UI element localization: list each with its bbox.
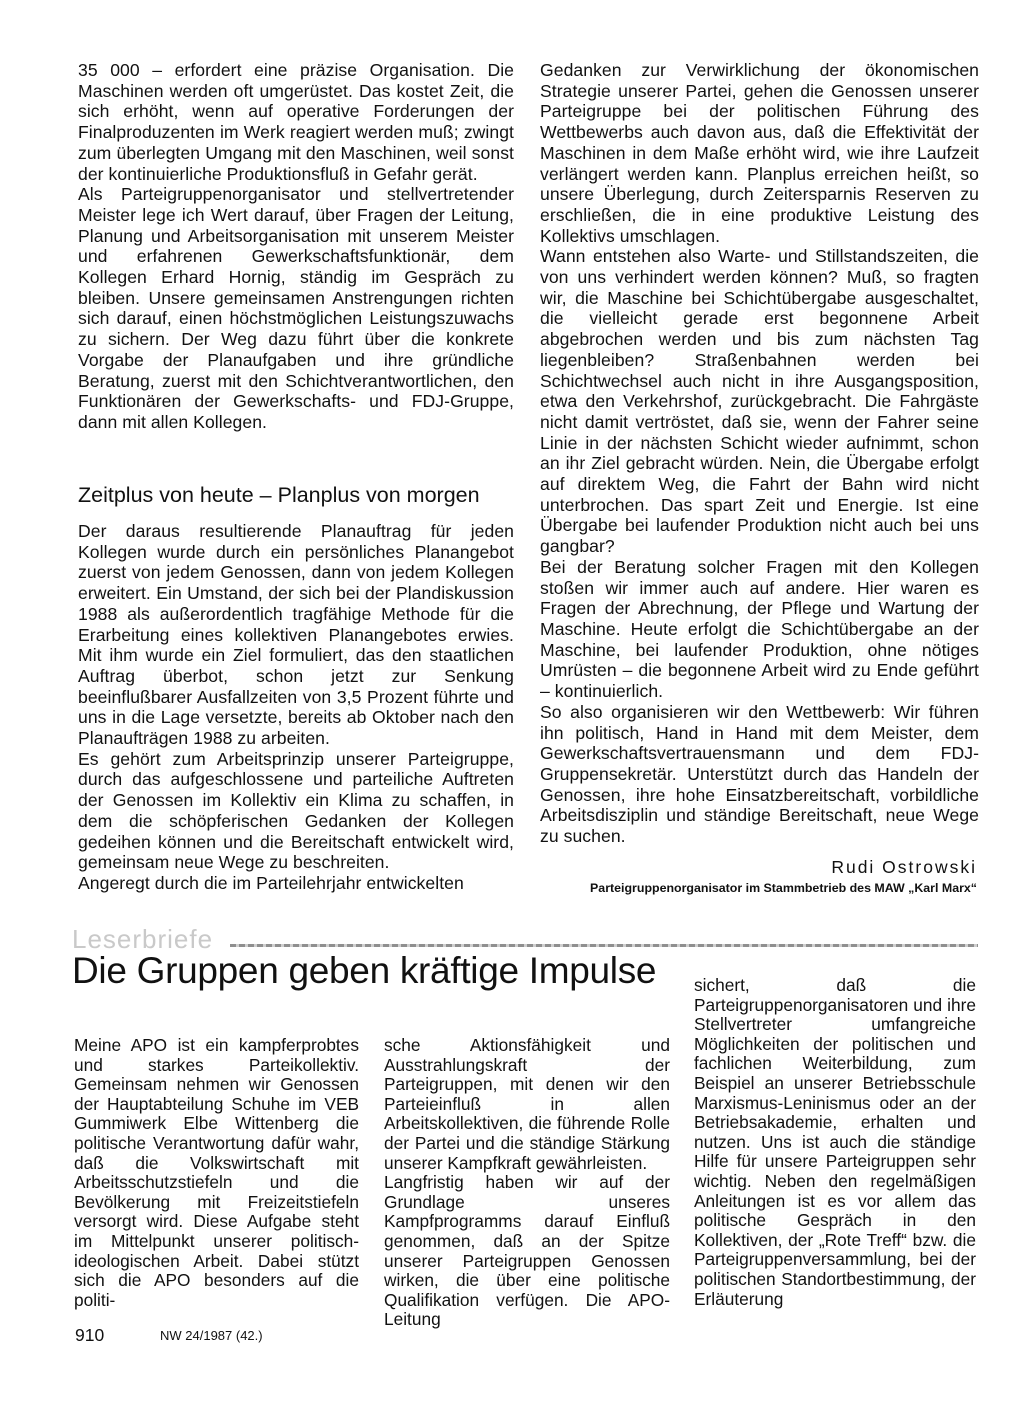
letters-column-1 <box>74 1036 359 1310</box>
letters-headline: Die Gruppen geben kräftige Impulse <box>72 950 657 991</box>
section-subheading: Zeitplus von heute – Planplus von morgen <box>78 483 480 507</box>
author-name: Rudi Ostrowski <box>831 857 977 877</box>
paragraph: Es gehört zum Arbeitsprinzip unserer Parteigruppe, durch das aufgeschlossene und parteiliche Auftreten der Genossen im Kollektiv ein Klima zu schaffen, in dem die schöpferischen Gedanken der Kollegen gedeihen können und die Bereitschaft entwickelt wird, gemeinsam neue Wege zu beschreiten. <box>78 748 514 873</box>
paragraph: Der daraus resultierende Planauftrag für jeden Kollegen wurde durch ein persönliches Planangebot zuerst von jedem Genossen, dann von jedem Kollegen erweitert. Ein Umstand, der sich bei der Plandiskussion 1988 als außerordentlich tragfähige Methode für die Erarbeitung eines kollektiven Planangebotes erwies. Mit ihm wurde ein Ziel formuliert, das den staatlichen Auftrag überbot, schon jetzt zur Senkung beeinflußbarer Ausfallzeiten von 3,5 Prozent führte und uns in die Lage versetzte, bereits ab Oktober nach den Planaufträgen 1988 zu arbeiten. <box>78 521 514 749</box>
paragraph: 35 000 – erfordert eine präzise Organisation. Die Maschinen werden oft umgerüstet. Das kostet Zeit, die sich erhöht, wenn auf operative Forderungen der Finalproduzenten im Werk reagiert werden muß; zwingt zum überlegten Umgang mit den Maschinen, weil sonst der kontinuierliche Produktionsfluß in Gefahr gerät. <box>78 60 514 184</box>
paragraph: Meine APO ist ein kampferprobtes und starkes Parteikollektiv. Gemeinsam nehmen wir Genossen der Hauptabteilung Schuhe im VEB Gummiwerk Elbe Wittenberg die politische Verantwortung dafür wahr, daß die Volkswirtschaft mit Arbeitsschutzstiefeln und die Bevölkerung mit Freizeitstiefeln versorgt wird. Diese Aufgabe steht im Mittelpunkt unserer politisch-ideologischen Arbeit. Dabei stützt sich die APO besonders auf die politi- <box>74 1035 359 1310</box>
rubric-divider <box>230 944 978 947</box>
paragraph: Gedanken zur Verwirklichung der ökonomischen Strategie unserer Partei, gehen die Genossen unserer Parteigruppe bei der politischen Führung des Wettbewerbs auch davon aus, daß die Effektivität der Maschinen in dem Maße erhöht wird, wie ihre Laufzeit verlängert werden kann. Planplus erreichen heißt, so unsere Überlegung, durch Zeitersparnis Reserven zu erschließen, die in eine produktive Leistung des Kollektivs umschlagen. <box>540 60 979 246</box>
paragraph: sche Aktionsfähigkeit und Ausstrahlungskraft der Parteigruppen, mit denen wir den Parteieinfluß in allen Arbeitskollektiven, die führende Rolle der Partei und die ständige Stärkung unserer Kampfkraft gewährleisten. <box>384 1035 670 1173</box>
letters-column-2 <box>384 1036 670 1330</box>
letters-column-3 <box>694 976 976 1309</box>
article-column-1 <box>78 60 514 433</box>
author-affiliation: Parteigruppenorganisator im Stammbetrieb des MAW „Karl Marx“ <box>590 881 977 895</box>
section-rubric: Leserbriefe <box>72 924 214 954</box>
paragraph: Bei der Beratung solcher Fragen mit den Kollegen stoßen wir immer auch auf andere. Hier waren es Fragen der Abrechnung, der Pflege und Wartung der Maschine. Heute erfolgt die Schichtübergabe an der Maschine, bei laufender Produktion, ohne nötiges Umrüsten – die begonnene Arbeit wird zu Ende geführt – kontinuierlich. <box>540 556 979 702</box>
page-number: 910 <box>75 1325 105 1345</box>
paragraph: Langfristig haben wir auf der Grundlage unseres Kampfprogramms darauf Einfluß genommen, daß an der Spitze unserer Parteigruppen Genossen wirken, die über eine politische Qualifikation verfügen. Die APO-Leitung <box>384 1172 670 1330</box>
paragraph: Als Parteigruppenorganisator und stellvertretender Meister lege ich Wert darauf, über Fragen der Leitung, Planung und Arbeitsorganisation mit unserem Meister und erfahrenen Gewerkschaftsfunktionär, dem Kollegen Erhard Hornig, ständig im Gespräch zu bleiben. Unsere gemeinsamen Anstrengungen richten sich darauf, einen höchstmöglichen Leistungszuwachs zu sichern. Der Weg dazu führt über die konkrete Vorgabe der Planaufgaben und ihre gründliche Beratung, zuerst mit den Schichtverantwortlichen, den Funktionären der Gewerkschafts- und FDJ-Gruppe, dann mit allen Kollegen. <box>78 184 514 432</box>
article-column-2 <box>540 60 979 847</box>
paragraph: Wann entstehen also Warte- und Stillstandszeiten, die von uns verhindert werden können? Muß, so fragten wir, die Maschine bei Schichtübergabe ausgeschaltet, die vielleicht gerade erst begonnene Arbeit abgebrochen werden und bis zum nächsten Tag liegenbleiben? Straßenbahnen werden bei Schichtwechsel auch nicht in ihre Ausgangsposition, etwa den Verkehrshof, zurückgebracht. Die Fahrgäste nicht damit vertröstet, daß sie, wenn der Fahrer seine Linie in der nächsten Schicht wieder aufnimmt, schon an ihr Ziel gebracht würden. Nein, die Übergabe erfolgt auf direktem Weg, die Fahrt der Bahn wird nicht unterbrochen. Das spart Zeit und Energie. Ist eine Übergabe bei laufender Produktion nicht auch bei uns gangbar? <box>540 246 979 557</box>
paragraph: sichert, daß die Parteigruppenorganisatoren und ihre Stellvertreter umfangreiche Möglichkeiten der politischen und fachlichen Weiterbildung, zum Beispiel an unserer Betriebsschule Marxismus-Leninismus oder an der Betriebsakademie, erhalten und nutzen. Uns ist auch die ständige Hilfe für unsere Parteigruppen sehr wichtig. Neben den regelmäßigen Anleitungen ist es vor allem das politische Gespräch in den Kollektiven, der „Rote Treff“ bzw. die Parteigruppenversammlung, bei der politischen Standortbestimmung, der Erläuterung <box>694 975 976 1309</box>
paragraph: So also organisieren wir den Wettbewerb: Wir führen ihn politisch, Hand in Hand mit dem Meister, dem Gewerkschaftsvertrauensmann und dem FDJ-Gruppensekretär. Unterstützt durch das Handeln der Genossen, ihre hohe Einsatzbereitschaft, vorbildliche Arbeitsdisziplin und ständige Bereitschaft, neue Wege zu suchen. <box>540 701 979 847</box>
paragraph: Angeregt durch die im Parteilehrjahr entwickelten <box>78 872 464 893</box>
article-column-1-continued <box>78 521 514 894</box>
issue-label: NW 24/1987 (42.) <box>160 1328 263 1343</box>
